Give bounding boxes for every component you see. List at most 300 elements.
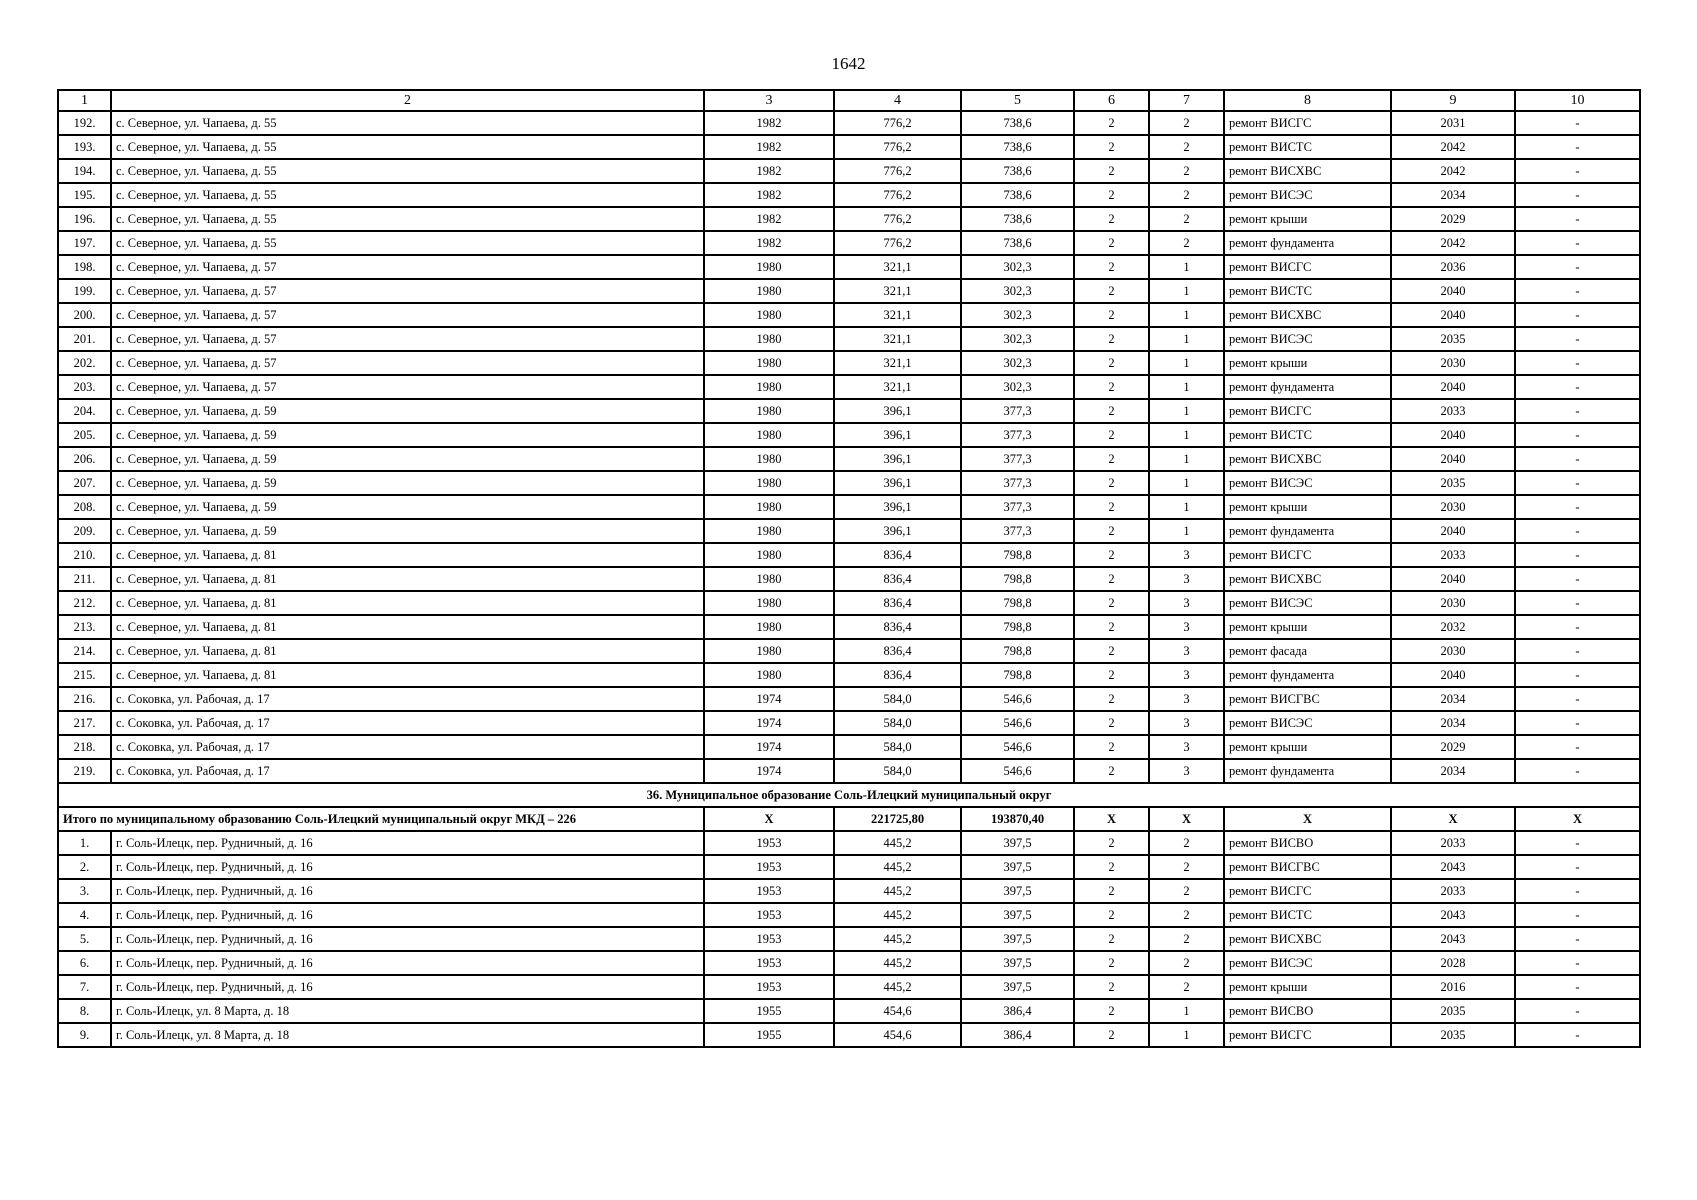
note-cell: - [1515, 663, 1640, 687]
floors-cell: 2 [1074, 735, 1149, 759]
row-number-cell: 199. [58, 279, 111, 303]
table-row [58, 639, 1640, 663]
table-row [58, 351, 1640, 375]
address-cell: с. Северное, ул. Чапаева, д. 59 [111, 399, 704, 423]
living-area-cell: 397,5 [961, 903, 1074, 927]
entrances-cell: 1 [1149, 447, 1224, 471]
floors-cell: 2 [1074, 231, 1149, 255]
planned-year-cell: 2043 [1391, 927, 1515, 951]
living-area-cell: 397,5 [961, 879, 1074, 903]
total-area-cell: 584,0 [834, 687, 961, 711]
year-built-cell: 1980 [704, 519, 834, 543]
note-cell: - [1515, 255, 1640, 279]
row-number-cell: 211. [58, 567, 111, 591]
year-built-cell: 1982 [704, 231, 834, 255]
total-area-cell: 836,4 [834, 543, 961, 567]
note-cell: - [1515, 111, 1640, 135]
note-cell: - [1515, 591, 1640, 615]
row-number-cell: 210. [58, 543, 111, 567]
planned-year-cell: 2035 [1391, 999, 1515, 1023]
year-built-cell: 1980 [704, 423, 834, 447]
table-row [58, 759, 1640, 783]
floors-cell: 2 [1074, 255, 1149, 279]
living-area-cell: 546,6 [961, 759, 1074, 783]
address-cell: с. Соковка, ул. Рабочая, д. 17 [111, 759, 704, 783]
living-area-cell: 377,3 [961, 399, 1074, 423]
note-cell: - [1515, 519, 1640, 543]
row-number-cell: 7. [58, 975, 111, 999]
total-value-cell: Х [1074, 807, 1149, 831]
row-number-cell: 202. [58, 351, 111, 375]
entrances-cell: 2 [1149, 951, 1224, 975]
note-cell: - [1515, 279, 1640, 303]
total-area-cell: 396,1 [834, 471, 961, 495]
address-cell: с. Северное, ул. Чапаева, д. 55 [111, 159, 704, 183]
table-row [58, 111, 1640, 135]
living-area-cell: 397,5 [961, 831, 1074, 855]
entrances-cell: 3 [1149, 615, 1224, 639]
work-type-cell: ремонт крыши [1224, 975, 1391, 999]
living-area-cell: 302,3 [961, 327, 1074, 351]
total-area-cell: 321,1 [834, 255, 961, 279]
work-type-cell: ремонт ВИСЭС [1224, 183, 1391, 207]
note-cell: - [1515, 903, 1640, 927]
total-area-cell: 776,2 [834, 207, 961, 231]
table-row [58, 159, 1640, 183]
entrances-cell: 2 [1149, 927, 1224, 951]
note-cell: - [1515, 471, 1640, 495]
floors-cell: 2 [1074, 975, 1149, 999]
note-cell: - [1515, 327, 1640, 351]
work-type-cell: ремонт ВИСГВС [1224, 687, 1391, 711]
living-area-cell: 738,6 [961, 231, 1074, 255]
entrances-cell: 1 [1149, 327, 1224, 351]
living-area-cell: 377,3 [961, 519, 1074, 543]
floors-cell: 2 [1074, 375, 1149, 399]
header-cell: 3 [704, 90, 834, 111]
row-number-cell: 192. [58, 111, 111, 135]
row-number-cell: 195. [58, 183, 111, 207]
row-number-cell: 214. [58, 639, 111, 663]
page-number: 1642 [831, 54, 866, 73]
year-built-cell: 1982 [704, 207, 834, 231]
work-type-cell: ремонт ВИСЭС [1224, 951, 1391, 975]
work-type-cell: ремонт ВИСЭС [1224, 471, 1391, 495]
table-row [58, 831, 1640, 855]
row-number-cell: 197. [58, 231, 111, 255]
work-type-cell: ремонт ВИСГС [1224, 879, 1391, 903]
floors-cell: 2 [1074, 711, 1149, 735]
note-cell: - [1515, 135, 1640, 159]
note-cell: - [1515, 615, 1640, 639]
address-cell: с. Северное, ул. Чапаева, д. 59 [111, 447, 704, 471]
address-cell: г. Соль-Илецк, пер. Рудничный, д. 16 [111, 927, 704, 951]
total-row [58, 807, 1640, 831]
row-number-cell: 8. [58, 999, 111, 1023]
living-area-cell: 302,3 [961, 255, 1074, 279]
column-number-header [58, 90, 1640, 111]
living-area-cell: 738,6 [961, 159, 1074, 183]
living-area-cell: 546,6 [961, 711, 1074, 735]
planned-year-cell: 2035 [1391, 471, 1515, 495]
floors-cell: 2 [1074, 399, 1149, 423]
entrances-cell: 1 [1149, 495, 1224, 519]
work-type-cell: ремонт ВИСЭС [1224, 327, 1391, 351]
year-built-cell: 1980 [704, 255, 834, 279]
entrances-cell: 2 [1149, 831, 1224, 855]
entrances-cell: 1 [1149, 423, 1224, 447]
table-row [58, 183, 1640, 207]
floors-cell: 2 [1074, 879, 1149, 903]
table-row [58, 135, 1640, 159]
planned-year-cell: 2042 [1391, 231, 1515, 255]
planned-year-cell: 2030 [1391, 639, 1515, 663]
year-built-cell: 1982 [704, 111, 834, 135]
row-number-cell: 200. [58, 303, 111, 327]
row-number-cell: 216. [58, 687, 111, 711]
year-built-cell: 1980 [704, 375, 834, 399]
table-row [58, 903, 1640, 927]
total-area-cell: 321,1 [834, 327, 961, 351]
floors-cell: 2 [1074, 183, 1149, 207]
address-cell: с. Северное, ул. Чапаева, д. 57 [111, 327, 704, 351]
floors-cell: 2 [1074, 351, 1149, 375]
address-cell: с. Северное, ул. Чапаева, д. 59 [111, 519, 704, 543]
floors-cell: 2 [1074, 495, 1149, 519]
year-built-cell: 1982 [704, 135, 834, 159]
total-area-cell: 836,4 [834, 567, 961, 591]
living-area-cell: 377,3 [961, 471, 1074, 495]
row-number-cell: 4. [58, 903, 111, 927]
address-cell: г. Соль-Илецк, ул. 8 Марта, д. 18 [111, 999, 704, 1023]
note-cell: - [1515, 759, 1640, 783]
table-row [58, 951, 1640, 975]
entrances-cell: 3 [1149, 687, 1224, 711]
address-cell: с. Соковка, ул. Рабочая, д. 17 [111, 687, 704, 711]
work-type-cell: ремонт ВИСЭС [1224, 711, 1391, 735]
year-built-cell: 1953 [704, 903, 834, 927]
note-cell: - [1515, 159, 1640, 183]
section-title: 36. Муниципальное образование Соль-Илецкий муниципальный округ [58, 783, 1640, 807]
total-area-cell: 836,4 [834, 591, 961, 615]
total-area-cell: 584,0 [834, 759, 961, 783]
table-row [58, 1023, 1640, 1047]
planned-year-cell: 2036 [1391, 255, 1515, 279]
living-area-cell: 377,3 [961, 495, 1074, 519]
row-number-cell: 206. [58, 447, 111, 471]
living-area-cell: 798,8 [961, 543, 1074, 567]
row-number-cell: 196. [58, 207, 111, 231]
planned-year-cell: 2042 [1391, 135, 1515, 159]
table-row [58, 735, 1640, 759]
total-value-cell: Х [1224, 807, 1391, 831]
note-cell: - [1515, 711, 1640, 735]
row-number-cell: 217. [58, 711, 111, 735]
row-number-cell: 212. [58, 591, 111, 615]
entrances-cell: 3 [1149, 759, 1224, 783]
year-built-cell: 1980 [704, 591, 834, 615]
entrances-cell: 1 [1149, 351, 1224, 375]
year-built-cell: 1955 [704, 1023, 834, 1047]
year-built-cell: 1953 [704, 831, 834, 855]
row-number-cell: 208. [58, 495, 111, 519]
living-area-cell: 738,6 [961, 183, 1074, 207]
work-type-cell: ремонт ВИСТС [1224, 135, 1391, 159]
total-value-cell: 221725,80 [834, 807, 961, 831]
year-built-cell: 1980 [704, 663, 834, 687]
year-built-cell: 1953 [704, 975, 834, 999]
living-area-cell: 738,6 [961, 207, 1074, 231]
year-built-cell: 1980 [704, 639, 834, 663]
work-type-cell: ремонт ВИСХВС [1224, 567, 1391, 591]
living-area-cell: 377,3 [961, 423, 1074, 447]
table-row [58, 927, 1640, 951]
address-cell: с. Северное, ул. Чапаева, д. 55 [111, 135, 704, 159]
entrances-cell: 2 [1149, 159, 1224, 183]
work-type-cell: ремонт ВИСХВС [1224, 927, 1391, 951]
floors-cell: 2 [1074, 423, 1149, 447]
address-cell: с. Северное, ул. Чапаева, д. 81 [111, 567, 704, 591]
planned-year-cell: 2040 [1391, 279, 1515, 303]
planned-year-cell: 2043 [1391, 903, 1515, 927]
planned-year-cell: 2035 [1391, 1023, 1515, 1047]
total-area-cell: 321,1 [834, 375, 961, 399]
entrances-cell: 1 [1149, 399, 1224, 423]
total-area-cell: 396,1 [834, 447, 961, 471]
header-cell: 9 [1391, 90, 1515, 111]
entrances-cell: 3 [1149, 663, 1224, 687]
table-row [58, 471, 1640, 495]
floors-cell: 2 [1074, 831, 1149, 855]
address-cell: г. Соль-Илецк, пер. Рудничный, д. 16 [111, 975, 704, 999]
total-area-cell: 776,2 [834, 111, 961, 135]
total-area-cell: 836,4 [834, 639, 961, 663]
table-row [58, 975, 1640, 999]
entrances-cell: 2 [1149, 855, 1224, 879]
section-title-row [58, 783, 1640, 807]
entrances-cell: 3 [1149, 735, 1224, 759]
floors-cell: 2 [1074, 519, 1149, 543]
address-cell: с. Северное, ул. Чапаева, д. 55 [111, 231, 704, 255]
entrances-cell: 3 [1149, 543, 1224, 567]
planned-year-cell: 2040 [1391, 663, 1515, 687]
work-type-cell: ремонт крыши [1224, 615, 1391, 639]
year-built-cell: 1980 [704, 471, 834, 495]
row-number-cell: 207. [58, 471, 111, 495]
planned-year-cell: 2034 [1391, 687, 1515, 711]
header-cell: 5 [961, 90, 1074, 111]
work-type-cell: ремонт ВИСЭС [1224, 591, 1391, 615]
floors-cell: 2 [1074, 687, 1149, 711]
living-area-cell: 302,3 [961, 303, 1074, 327]
floors-cell: 2 [1074, 447, 1149, 471]
floors-cell: 2 [1074, 207, 1149, 231]
address-cell: г. Соль-Илецк, пер. Рудничный, д. 16 [111, 879, 704, 903]
work-type-cell: ремонт фундамента [1224, 231, 1391, 255]
work-type-cell: ремонт ВИСХВС [1224, 447, 1391, 471]
floors-cell: 2 [1074, 615, 1149, 639]
row-number-cell: 213. [58, 615, 111, 639]
year-built-cell: 1953 [704, 879, 834, 903]
work-type-cell: ремонт ВИСГС [1224, 111, 1391, 135]
header-cell: 2 [111, 90, 704, 111]
work-type-cell: ремонт ВИСВО [1224, 999, 1391, 1023]
note-cell: - [1515, 927, 1640, 951]
work-type-cell: ремонт крыши [1224, 351, 1391, 375]
year-built-cell: 1982 [704, 159, 834, 183]
note-cell: - [1515, 567, 1640, 591]
total-area-cell: 776,2 [834, 135, 961, 159]
entrances-cell: 3 [1149, 711, 1224, 735]
floors-cell: 2 [1074, 567, 1149, 591]
planned-year-cell: 2034 [1391, 759, 1515, 783]
planned-year-cell: 2030 [1391, 495, 1515, 519]
total-area-cell: 396,1 [834, 399, 961, 423]
address-cell: с. Соковка, ул. Рабочая, д. 17 [111, 711, 704, 735]
total-area-cell: 445,2 [834, 951, 961, 975]
note-cell: - [1515, 183, 1640, 207]
year-built-cell: 1982 [704, 183, 834, 207]
year-built-cell: 1953 [704, 927, 834, 951]
note-cell: - [1515, 423, 1640, 447]
work-type-cell: ремонт фундамента [1224, 519, 1391, 543]
total-area-cell: 445,2 [834, 927, 961, 951]
address-cell: г. Соль-Илецк, пер. Рудничный, д. 16 [111, 831, 704, 855]
address-cell: с. Северное, ул. Чапаева, д. 81 [111, 543, 704, 567]
row-number-cell: 1. [58, 831, 111, 855]
table-row [58, 543, 1640, 567]
work-type-cell: ремонт ВИСХВС [1224, 159, 1391, 183]
work-type-cell: ремонт фундамента [1224, 759, 1391, 783]
work-type-cell: ремонт крыши [1224, 495, 1391, 519]
planned-year-cell: 2028 [1391, 951, 1515, 975]
total-value-cell: 193870,40 [961, 807, 1074, 831]
living-area-cell: 798,8 [961, 567, 1074, 591]
address-cell: г. Соль-Илецк, пер. Рудничный, д. 16 [111, 903, 704, 927]
note-cell: - [1515, 207, 1640, 231]
entrances-cell: 1 [1149, 303, 1224, 327]
table-row [58, 687, 1640, 711]
address-cell: с. Северное, ул. Чапаева, д. 55 [111, 111, 704, 135]
note-cell: - [1515, 1023, 1640, 1047]
note-cell: - [1515, 303, 1640, 327]
planned-year-cell: 2040 [1391, 423, 1515, 447]
header-cell: 1 [58, 90, 111, 111]
floors-cell: 2 [1074, 951, 1149, 975]
floors-cell: 2 [1074, 759, 1149, 783]
row-number-cell: 5. [58, 927, 111, 951]
row-number-cell: 209. [58, 519, 111, 543]
year-built-cell: 1980 [704, 303, 834, 327]
total-area-cell: 836,4 [834, 663, 961, 687]
floors-cell: 2 [1074, 855, 1149, 879]
note-cell: - [1515, 831, 1640, 855]
year-built-cell: 1974 [704, 735, 834, 759]
living-area-cell: 798,8 [961, 591, 1074, 615]
address-cell: с. Северное, ул. Чапаева, д. 57 [111, 279, 704, 303]
planned-year-cell: 2040 [1391, 447, 1515, 471]
table-row [58, 423, 1640, 447]
living-area-cell: 302,3 [961, 279, 1074, 303]
total-value-cell: Х [1391, 807, 1515, 831]
floors-cell: 2 [1074, 1023, 1149, 1047]
total-area-cell: 396,1 [834, 495, 961, 519]
total-area-cell: 776,2 [834, 183, 961, 207]
planned-year-cell: 2042 [1391, 159, 1515, 183]
floors-cell: 2 [1074, 111, 1149, 135]
address-cell: с. Северное, ул. Чапаева, д. 81 [111, 639, 704, 663]
planned-year-cell: 2035 [1391, 327, 1515, 351]
living-area-cell: 798,8 [961, 663, 1074, 687]
total-area-cell: 396,1 [834, 423, 961, 447]
floors-cell: 2 [1074, 159, 1149, 183]
work-type-cell: ремонт ВИСТС [1224, 903, 1391, 927]
year-built-cell: 1974 [704, 687, 834, 711]
planned-year-cell: 2031 [1391, 111, 1515, 135]
row-number-cell: 203. [58, 375, 111, 399]
work-type-cell: ремонт крыши [1224, 735, 1391, 759]
total-label: Итого по муниципальному образованию Соль-Илецкий муниципальный округ МКД – 226 [58, 807, 704, 831]
living-area-cell: 386,4 [961, 999, 1074, 1023]
note-cell: - [1515, 495, 1640, 519]
address-cell: с. Северное, ул. Чапаева, д. 81 [111, 663, 704, 687]
entrances-cell: 1 [1149, 519, 1224, 543]
living-area-cell: 397,5 [961, 927, 1074, 951]
row-number-cell: 3. [58, 879, 111, 903]
work-type-cell: ремонт фундамента [1224, 663, 1391, 687]
address-cell: с. Северное, ул. Чапаева, д. 59 [111, 423, 704, 447]
planned-year-cell: 2034 [1391, 183, 1515, 207]
planned-year-cell: 2030 [1391, 351, 1515, 375]
table-row [58, 303, 1640, 327]
total-area-cell: 396,1 [834, 519, 961, 543]
note-cell: - [1515, 639, 1640, 663]
row-number-cell: 204. [58, 399, 111, 423]
row-number-cell: 2. [58, 855, 111, 879]
row-number-cell: 215. [58, 663, 111, 687]
note-cell: - [1515, 375, 1640, 399]
address-cell: с. Северное, ул. Чапаева, д. 57 [111, 375, 704, 399]
year-built-cell: 1980 [704, 567, 834, 591]
table-row [58, 399, 1640, 423]
year-built-cell: 1980 [704, 615, 834, 639]
table-row [58, 231, 1640, 255]
entrances-cell: 2 [1149, 207, 1224, 231]
work-type-cell: ремонт ВИСТС [1224, 279, 1391, 303]
work-type-cell: ремонт ВИСГС [1224, 543, 1391, 567]
planned-year-cell: 2043 [1391, 855, 1515, 879]
address-cell: г. Соль-Илецк, пер. Рудничный, д. 16 [111, 855, 704, 879]
work-type-cell: ремонт ВИСГС [1224, 1023, 1391, 1047]
floors-cell: 2 [1074, 927, 1149, 951]
total-area-cell: 454,6 [834, 999, 961, 1023]
table-row [58, 615, 1640, 639]
work-type-cell: ремонт ВИСГС [1224, 255, 1391, 279]
year-built-cell: 1980 [704, 543, 834, 567]
work-type-cell: ремонт ВИСГС [1224, 399, 1391, 423]
living-area-cell: 798,8 [961, 639, 1074, 663]
floors-cell: 2 [1074, 327, 1149, 351]
living-area-cell: 738,6 [961, 135, 1074, 159]
entrances-cell: 2 [1149, 135, 1224, 159]
planned-year-cell: 2040 [1391, 303, 1515, 327]
total-area-cell: 445,2 [834, 831, 961, 855]
entrances-cell: 2 [1149, 975, 1224, 999]
floors-cell: 2 [1074, 471, 1149, 495]
row-number-cell: 6. [58, 951, 111, 975]
living-area-cell: 397,5 [961, 951, 1074, 975]
row-number-cell: 201. [58, 327, 111, 351]
